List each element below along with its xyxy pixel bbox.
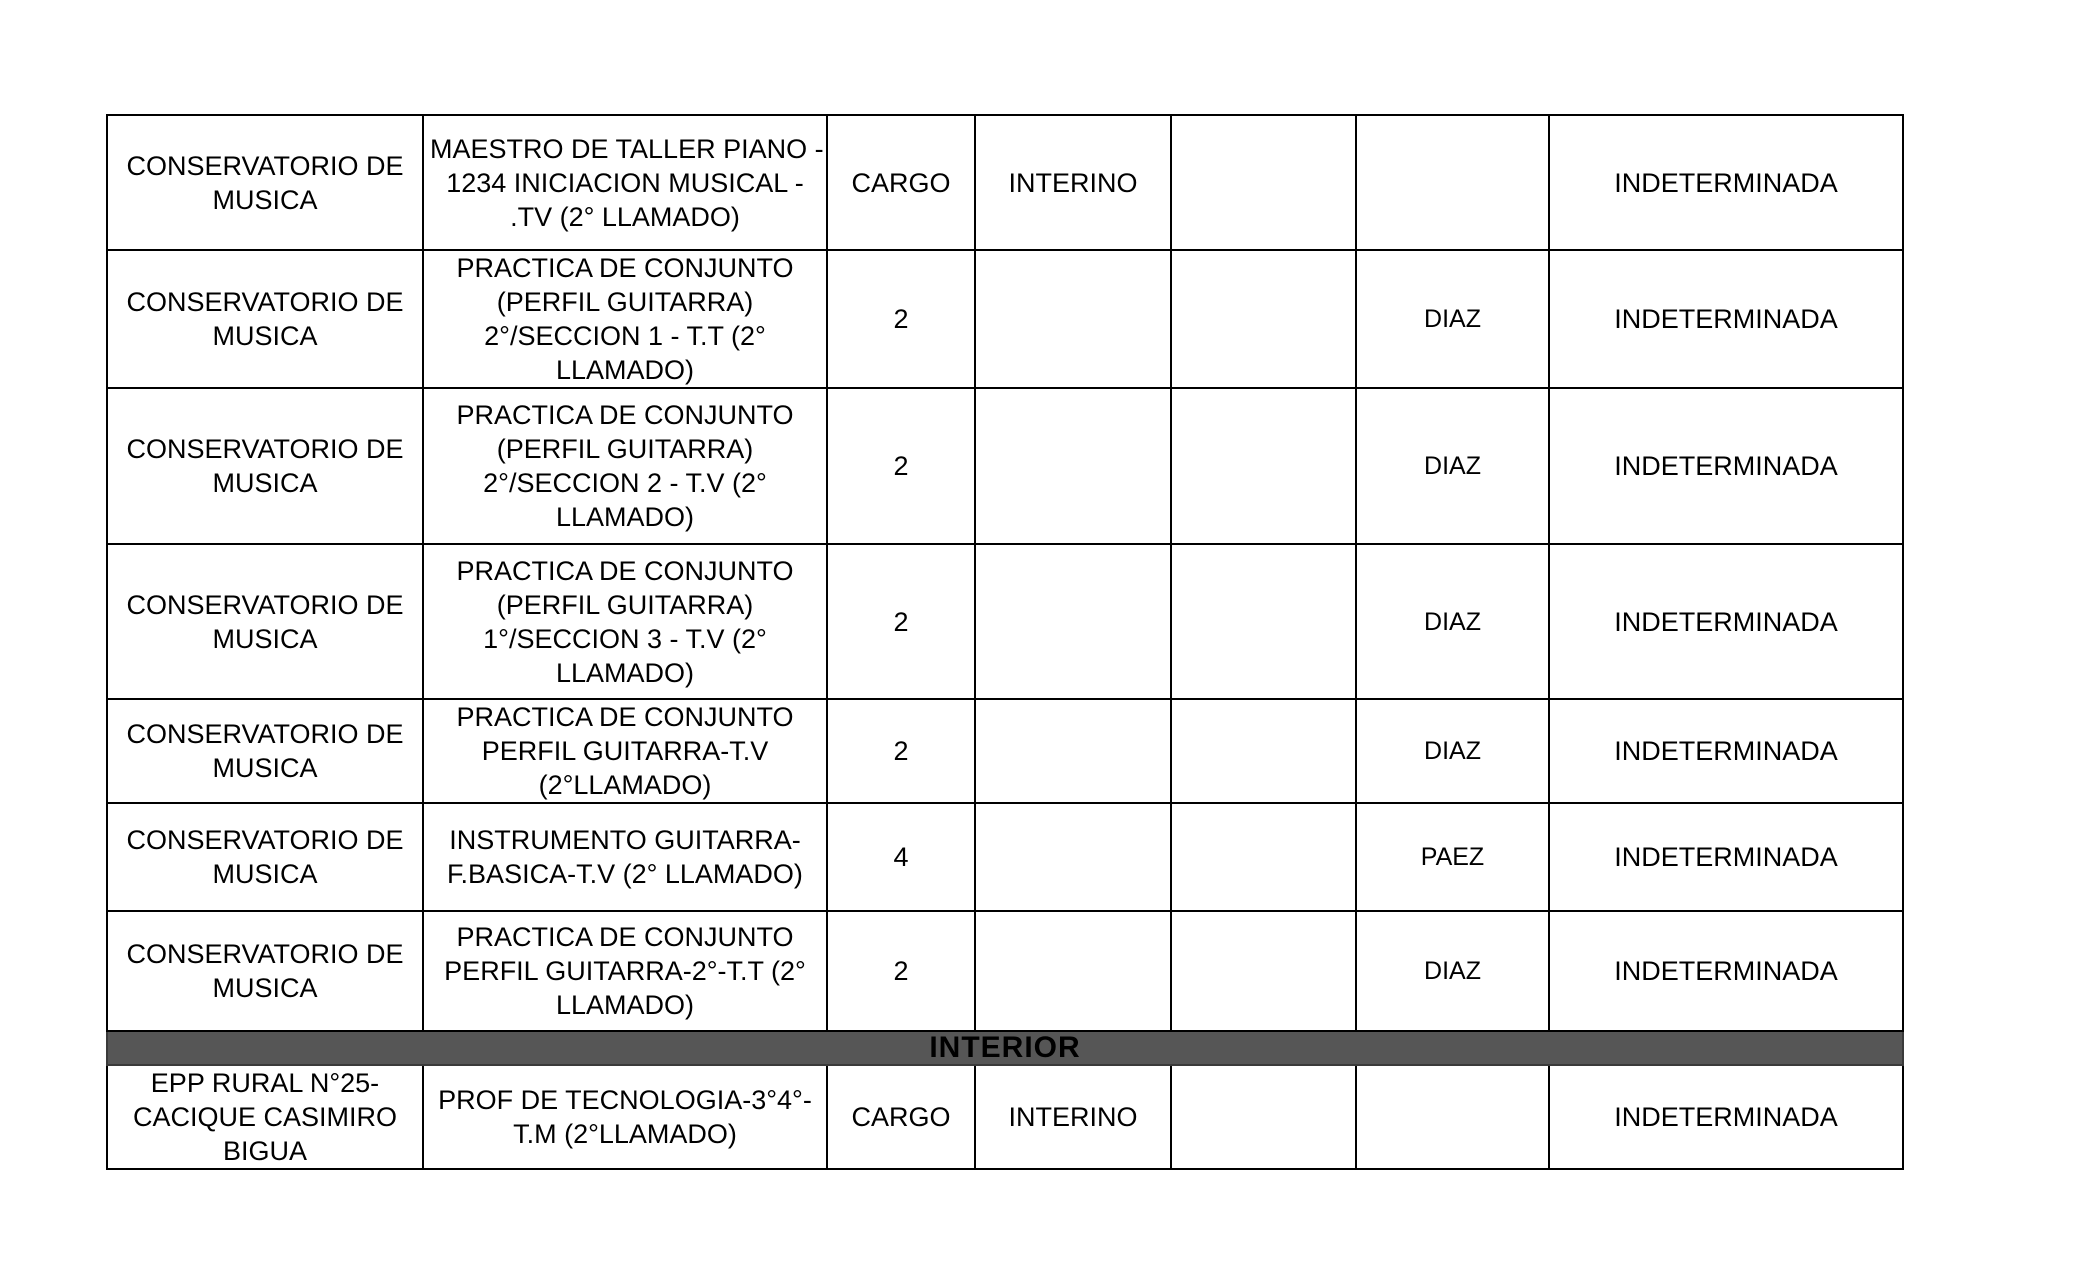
teacher-cell: DIAZ: [1356, 544, 1549, 699]
subject-cell: PRACTICA DE CONJUNTO PERFIL GUITARRA-2°-T.T (2° LLAMADO): [423, 911, 827, 1031]
institution-cell: CONSERVATORIO DE MUSICA: [107, 388, 423, 544]
duration-cell: INDETERMINADA: [1549, 544, 1903, 699]
institution-cell: CONSERVATORIO DE MUSICA: [107, 115, 423, 250]
empty-cell: [1171, 388, 1356, 544]
section-title: INTERIOR: [107, 1031, 1903, 1065]
status-cell: INTERINO: [975, 115, 1171, 250]
empty-cell: [1171, 911, 1356, 1031]
status-cell: [975, 803, 1171, 911]
table-row: [107, 803, 1903, 911]
status-cell: [975, 699, 1171, 803]
vacancy-table: [106, 114, 1904, 1170]
subject-cell: PRACTICA DE CONJUNTO (PERFIL GUITARRA) 1°/SECCION 3 - T.V (2° LLAMADO): [423, 544, 827, 699]
table-row: [107, 1065, 1903, 1169]
institution-cell: CONSERVATORIO DE MUSICA: [107, 803, 423, 911]
status-cell: INTERINO: [975, 1065, 1171, 1169]
table-row: [107, 115, 1903, 250]
empty-cell: [1171, 699, 1356, 803]
hours-cell: 2: [827, 544, 975, 699]
institution-cell: CONSERVATORIO DE MUSICA: [107, 911, 423, 1031]
subject-cell: MAESTRO DE TALLER PIANO - 1234 INICIACION MUSICAL - .TV (2° LLAMADO): [423, 115, 827, 250]
duration-cell: INDETERMINADA: [1549, 803, 1903, 911]
duration-cell: INDETERMINADA: [1549, 250, 1903, 388]
hours-cell: 4: [827, 803, 975, 911]
status-cell: [975, 544, 1171, 699]
subject-cell: INSTRUMENTO GUITARRA- F.BASICA-T.V (2° LLAMADO): [423, 803, 827, 911]
empty-cell: [1171, 115, 1356, 250]
teacher-cell: PAEZ: [1356, 803, 1549, 911]
empty-cell: [1171, 803, 1356, 911]
teacher-cell: DIAZ: [1356, 388, 1549, 544]
hours-cell: 2: [827, 250, 975, 388]
subject-cell: PRACTICA DE CONJUNTO (PERFIL GUITARRA) 2°/SECCION 1 - T.T (2° LLAMADO): [423, 250, 827, 388]
institution-cell: EPP RURAL N°25- CACIQUE CASIMIRO BIGUA: [107, 1065, 423, 1169]
institution-cell: CONSERVATORIO DE MUSICA: [107, 544, 423, 699]
hours-cell: CARGO: [827, 115, 975, 250]
duration-cell: INDETERMINADA: [1549, 699, 1903, 803]
teacher-cell: [1356, 1065, 1549, 1169]
empty-cell: [1171, 250, 1356, 388]
duration-cell: INDETERMINADA: [1549, 388, 1903, 544]
teacher-cell: DIAZ: [1356, 911, 1549, 1031]
subject-cell: PROF DE TECNOLOGIA-3°4°- T.M (2°LLAMADO): [423, 1065, 827, 1169]
status-cell: [975, 388, 1171, 544]
teacher-cell: DIAZ: [1356, 250, 1549, 388]
institution-cell: CONSERVATORIO DE MUSICA: [107, 250, 423, 388]
empty-cell: [1171, 544, 1356, 699]
table-row: [107, 388, 1903, 544]
status-cell: [975, 911, 1171, 1031]
empty-cell: [1171, 1065, 1356, 1169]
teacher-cell: DIAZ: [1356, 699, 1549, 803]
table-row: [107, 250, 1903, 388]
table-row: [107, 699, 1903, 803]
table-row: [107, 544, 1903, 699]
hours-cell: 2: [827, 388, 975, 544]
duration-cell: INDETERMINADA: [1549, 911, 1903, 1031]
table-row: [107, 911, 1903, 1031]
teacher-cell: [1356, 115, 1549, 250]
hours-cell: 2: [827, 911, 975, 1031]
institution-cell: CONSERVATORIO DE MUSICA: [107, 699, 423, 803]
status-cell: [975, 250, 1171, 388]
hours-cell: CARGO: [827, 1065, 975, 1169]
subject-cell: PRACTICA DE CONJUNTO (PERFIL GUITARRA) 2°/SECCION 2 - T.V (2° LLAMADO): [423, 388, 827, 544]
subject-cell: PRACTICA DE CONJUNTO PERFIL GUITARRA-T.V (2°LLAMADO): [423, 699, 827, 803]
hours-cell: 2: [827, 699, 975, 803]
duration-cell: INDETERMINADA: [1549, 115, 1903, 250]
duration-cell: INDETERMINADA: [1549, 1065, 1903, 1169]
section-header-row: [107, 1031, 1903, 1065]
